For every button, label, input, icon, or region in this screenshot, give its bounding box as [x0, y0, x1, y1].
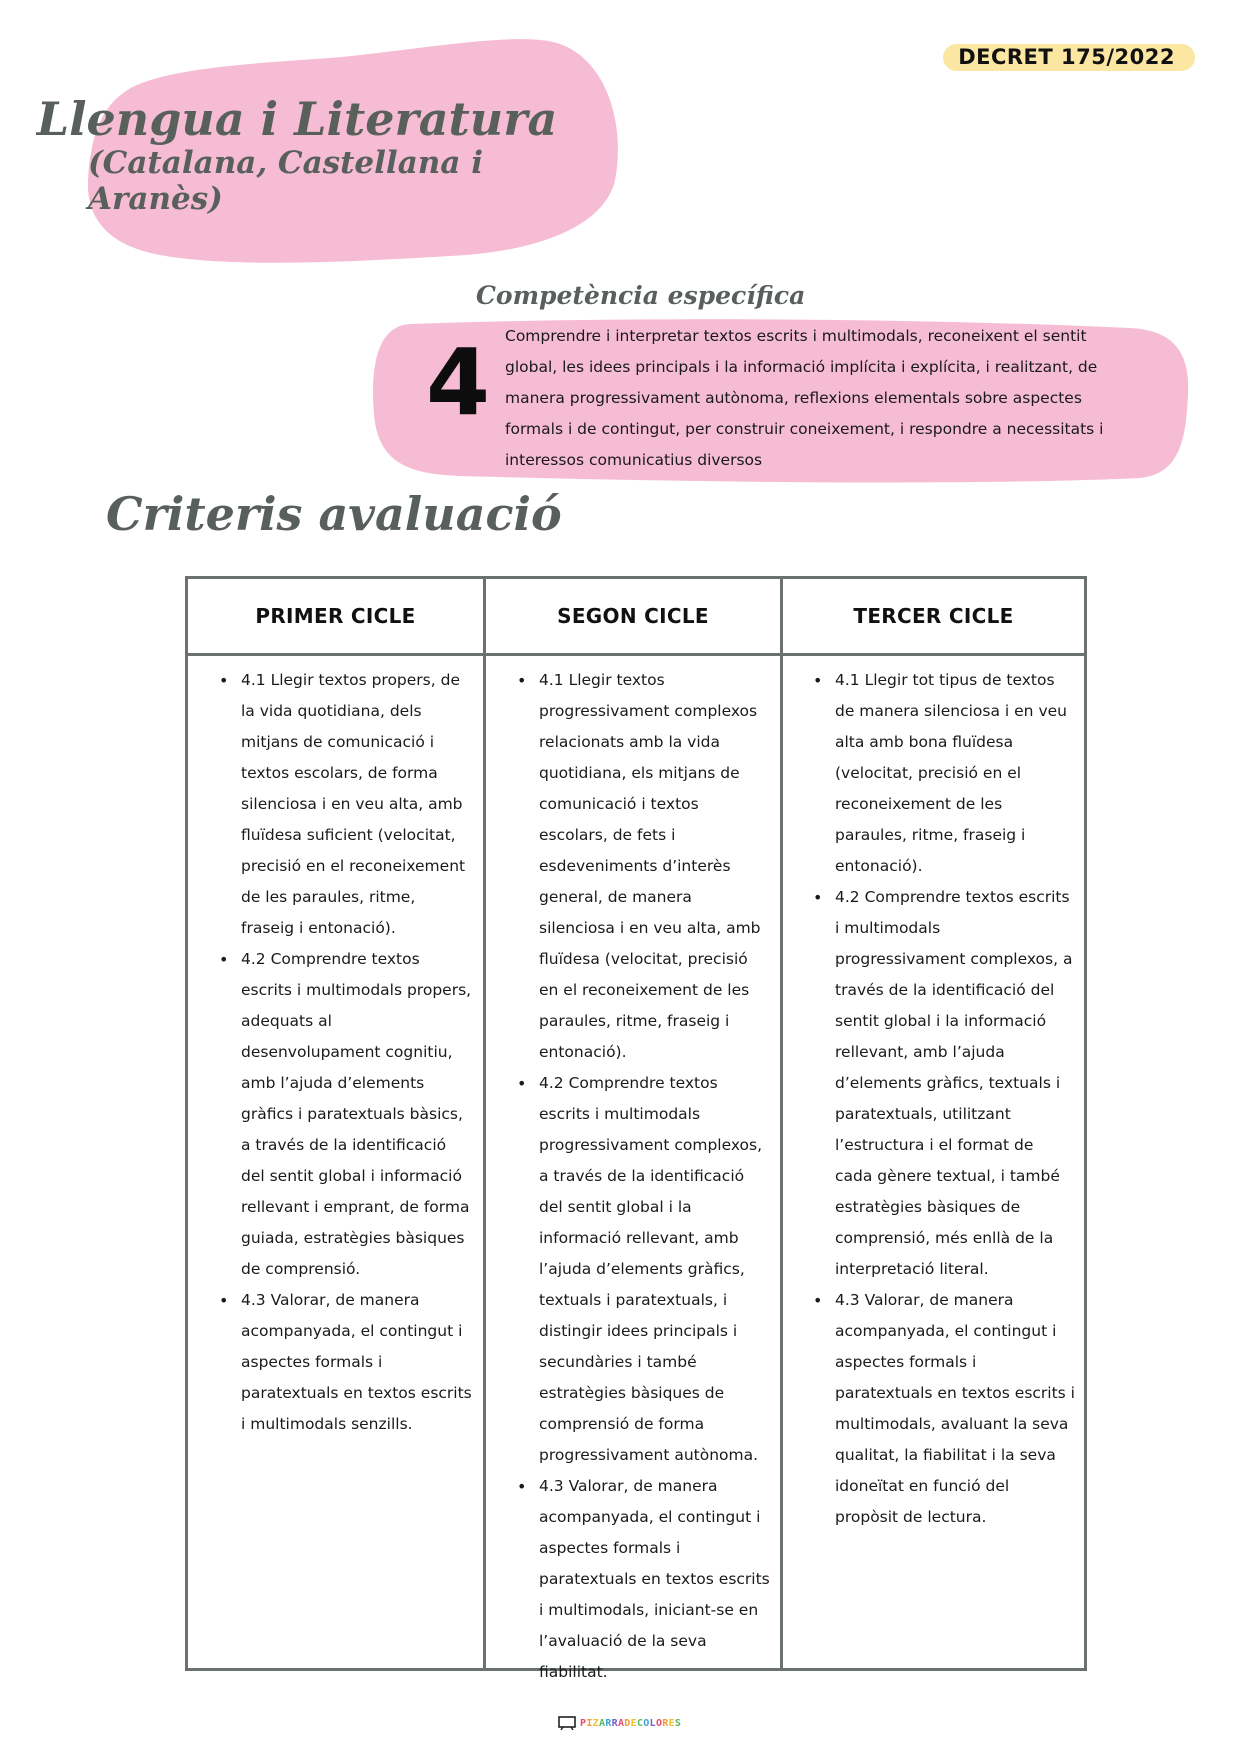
criteria-heading: Criteris avaluació [106, 487, 562, 541]
column-header: TERCER CICLE [783, 579, 1084, 656]
column-segon-cicle [486, 579, 783, 1681]
list-item: • 4.1 Llegir tot tipus de textos de manera silenciosa i en veu alta amb bona fluïdesa (velocitat, precisió en el reconeixement de les paraules, ritme, fraseig i entonació). [835, 665, 1075, 882]
list-item: • 4.1 Llegir textos progressivament complexos relacionats amb la vida quotidiana, els mitjans de comunicació i textos escolars, de fets i esdeveniments d’interès general, de manera silenciosa i en veu alta, amb fluïdesa (velocitat, precisió en el reconeixement de les paraules, ritme, fraseig i entonació). [539, 665, 771, 1068]
page-subtitle: (Catalana, Castellana i Aranès) [88, 145, 483, 217]
competence-heading: Competència específica [476, 281, 806, 310]
footer-logo [558, 1713, 681, 1733]
criteria-list [241, 665, 473, 1440]
decree-label: DECRET 175/2022 [958, 45, 1175, 69]
competence-number: 4 [425, 329, 490, 436]
criteria-list [835, 665, 1075, 1533]
list-item: • 4.2 Comprendre textos escrits i multimodals progressivament complexos, a través de la identificació del sentit global i la informació rellevant, amb l’ajuda d’elements gràfics, textuals i paratextuals, utilitzant l’estructura i el format de cada gènere textual, i també estratègies bàsiques de comprensió, més enllà de la interpretació literal. [835, 882, 1075, 1285]
page-title: Llengua i Literatura [36, 92, 558, 146]
column-header: PRIMER CICLE [188, 579, 483, 656]
list-item: • 4.3 Valorar, de manera acompanyada, el contingut i aspectes formals i paratextuals en textos escrits i multimodals senzills. [241, 1285, 473, 1440]
list-item: • 4.2 Comprendre textos escrits i multimodals propers, adequats al desenvolupament cognitiu, amb l’ajuda d’elements gràfics i paratextuals bàsics, a través de la identificació del sentit global i informació rellevant i emprant, de forma guiada, estratègies bàsiques de comprensió. [241, 944, 473, 1285]
list-item: • 4.1 Llegir textos propers, de la vida quotidiana, dels mitjans de comunicació i textos escolars, de forma silenciosa i en veu alta, amb fluïdesa suficient (velocitat, precisió en el reconeixement de les paraules, ritme, fraseig i entonació). [241, 665, 473, 944]
list-item: • 4.3 Valorar, de manera acompanyada, el contingut i aspectes formals i paratextuals en textos escrits i multimodals, iniciant-se en l’avaluació de la seva fiabilitat. [539, 1471, 771, 1688]
column-tercer-cicle [783, 579, 1084, 1668]
criteria-table [185, 576, 1087, 1681]
competence-text: Comprendre i interpretar textos escrits i multimodals, reconeixent el sentit global, les idees principals i la informació implícita i explícita, i realitzant, de manera progressivament autònoma, reflexions elementals sobre aspectes formals i de contingut, per construir coneixement, i respondre a necessitats i interessos comunicatius diversos [505, 327, 1104, 469]
footer-logo-text: PIZARRADECOLORES [580, 1717, 682, 1729]
chalkboard-icon [558, 1716, 576, 1730]
list-item: • 4.3 Valorar, de manera acompanyada, el contingut i aspectes formals i paratextuals en textos escrits i multimodals, avaluant la seva qualitat, la fiabilitat i la seva idoneïtat en funció del propòsit de lectura. [835, 1285, 1075, 1533]
column-header: SEGON CICLE [486, 579, 780, 656]
column-primer-cicle [188, 579, 486, 1668]
criteria-list [539, 665, 771, 1688]
decree-tag [943, 44, 1195, 71]
list-item: • 4.2 Comprendre textos escrits i multimodals progressivament complexos, a través de la identificació del sentit global i la informació rellevant, amb l’ajuda d’elements gràfics, textuals i paratextuals, i distingir idees principals i secundàries i també estratègies bàsiques de comprensió de forma progressivament autònoma. [539, 1068, 771, 1471]
